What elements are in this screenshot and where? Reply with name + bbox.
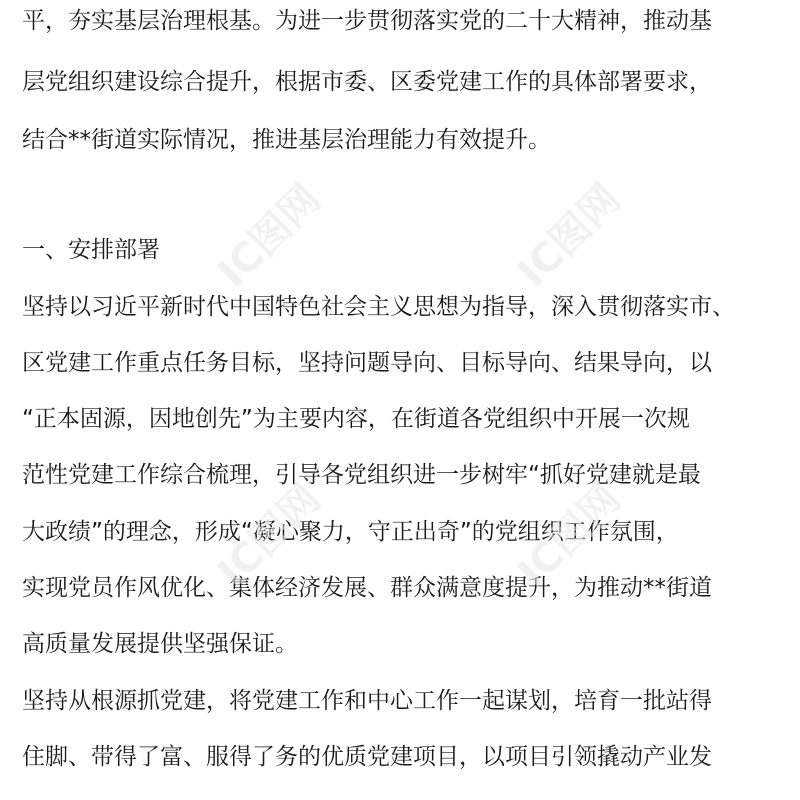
- paragraph-line: 实现党员作风优化、集体经济发展、群众满意度提升，为推动**街道: [22, 575, 712, 601]
- paragraph-line: 住脚、带得了富、服得了务的优质党建项目，以项目引领撬动产业发: [22, 744, 712, 770]
- paragraph-line: 层党组织建设综合提升，根据市委、区委党建工作的具体部署要求，: [22, 69, 712, 95]
- watermark: IC图网: [509, 175, 630, 297]
- paragraph-line: “正本固源，因地创先”为主要内容，在街道各党组织中开展一次规: [22, 406, 690, 432]
- paragraph-line: 区党建工作重点任务目标，坚持问题导向、目标导向、结果导向，以: [22, 350, 712, 376]
- watermark: IC图网: [209, 175, 330, 297]
- paragraph-line: 坚持从根源抓党建，将党建工作和中心工作一起谋划，培育一批站得: [22, 688, 712, 714]
- paragraph-line: 范性党建工作综合梳理，引导各党组织进一步树牢“抓好党建就是最: [22, 462, 701, 488]
- paragraph-line: 大政绩”的理念，形成“凝心聚力，守正出奇”的党组织工作氛围，: [22, 519, 679, 545]
- paragraph-line: 高质量发展提供坚强保证。: [22, 631, 298, 657]
- section-heading: 一、安排部署: [22, 237, 160, 263]
- watermark: IC图网: [209, 475, 330, 597]
- watermark: IC图网: [509, 475, 630, 597]
- paragraph-line: 坚持以习近平新时代中国特色社会主义思想为指导，深入贯彻落实市、: [22, 294, 735, 320]
- paragraph-line: 结合**街道实际情况，推进基层治理能力有效提升。: [22, 127, 551, 153]
- paragraph-line: 平，夯实基层治理根基。为进一步贯彻落实党的二十大精神，推动基: [22, 8, 712, 34]
